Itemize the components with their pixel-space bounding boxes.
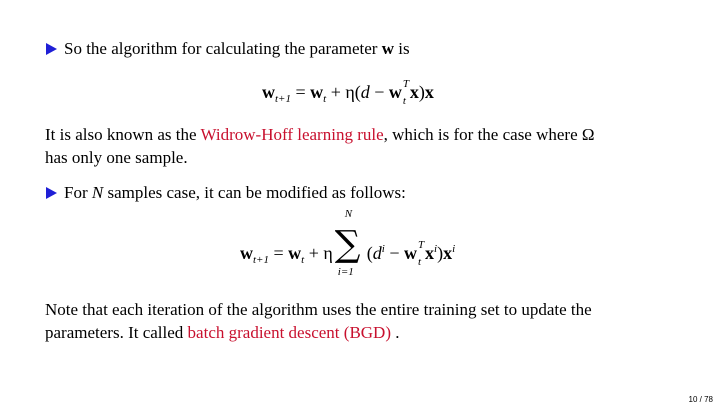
eq-learning-rate: + η [304,243,333,263]
eq-transpose: T [402,78,410,90]
eq-paren: ) [437,243,444,263]
eq-weight-symbol: w [262,82,275,102]
eq-weight-symbol: w [240,243,253,263]
bullet-text: samples case, it can be modified as follows: [103,183,406,202]
eq-input-symbol: x [443,243,453,263]
eq-subscript: t [402,95,406,107]
eq-input-symbol: x [409,82,419,102]
summation [333,208,367,278]
eq-subscript: t [418,256,422,268]
update-equation-single [262,78,434,107]
page-number: 10 / 78 [688,395,713,404]
eq-input-symbol: x [425,243,434,263]
eq-subscript: t+1 [275,93,291,105]
sum-sigma-icon: ∑ [334,224,361,265]
sum-lower-limit: i=1 [337,266,354,278]
paragraph-widrow-hoff-line1 [45,124,595,146]
eq-superscript: i [452,243,456,255]
eq-minus: − [384,243,404,263]
eq-learning-rate: + η( [326,82,361,102]
eq-superscript: i [381,243,385,255]
paragraph-text: has only one sample. [45,148,188,167]
eq-sub-sup [417,239,425,268]
paragraph-bgd-line1 [45,299,592,321]
paragraph-text: It is also known as the [45,125,201,144]
eq-subscript: t+1 [253,254,269,266]
bullet-triangle-icon [46,43,57,55]
n-symbol: N [91,183,104,202]
bullet-text: So the algorithm for calculating the parameter [64,39,382,58]
eq-subscript: t [323,93,327,105]
eq-transpose: T [418,239,425,251]
eq-weight-symbol: w [388,82,402,102]
widrow-hoff-term: Widrow-Hoff learning rule [200,125,384,144]
paragraph-text: . [391,323,400,342]
eq-subscript: t [301,254,305,266]
bullet-text-end: is [393,39,410,58]
bgd-term: batch gradient descent (BGD) [187,323,391,342]
paragraph-text: , which is for the case where Ω [383,125,595,144]
eq-equals: = [290,82,311,102]
paragraph-text: Note that each iteration of the algorithm uses the entire training set to update the [45,300,592,319]
eq-sub-sup [402,78,410,107]
update-equation-batch [240,208,456,278]
eq-weight-symbol: w [404,243,417,263]
bullet-item-n-samples [46,182,406,204]
paragraph-bgd-line2 [45,322,400,344]
paragraph-widrow-hoff-line2 [45,147,188,169]
parameter-symbol: w [381,39,394,58]
sum-upper-limit: N [344,208,353,220]
eq-input-symbol: x [424,82,434,102]
paragraph-text: parameters. It called [45,323,188,342]
eq-paren: ) [418,82,425,102]
eq-target-symbol: d [360,82,370,102]
eq-equals: = [268,243,289,263]
eq-paren: ( [366,243,373,263]
eq-superscript: i [434,243,438,255]
eq-weight-symbol: w [288,243,302,263]
bullet-item-algorithm [46,38,410,60]
eq-weight-symbol: w [310,82,324,102]
bullet-triangle-icon [46,187,57,199]
bullet-text: For [64,183,92,202]
eq-minus: − [369,82,389,102]
eq-target-symbol: d [372,243,382,263]
